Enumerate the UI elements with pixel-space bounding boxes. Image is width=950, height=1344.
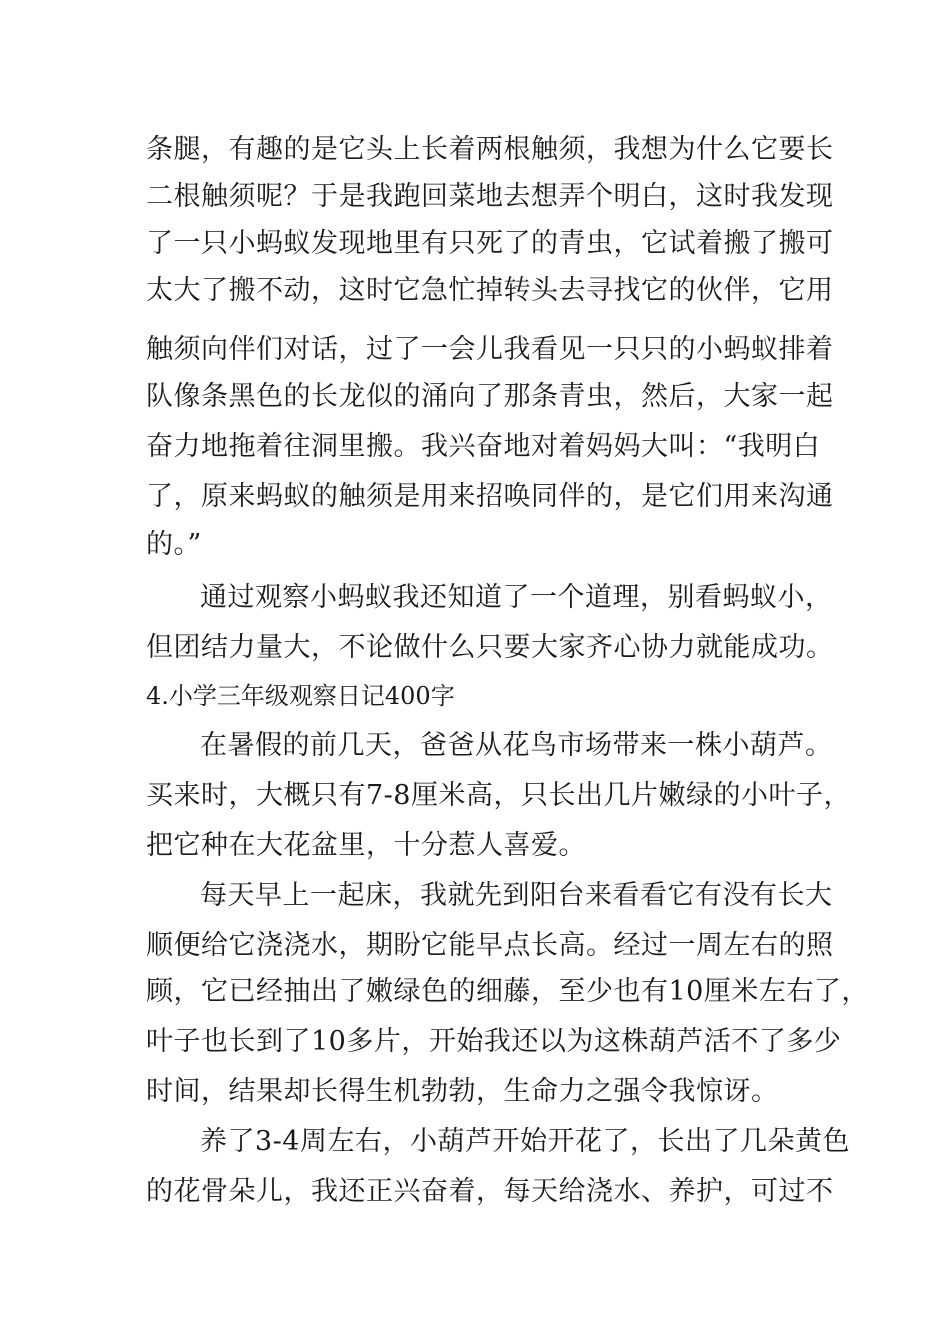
text-line: 顺便给它浇浇水，期盼它能早点长高。经过一周左右的照 [146,930,834,961]
section-heading: 4.小学三年级观察日记400字 [146,682,455,710]
text-line: 把它种在大花盆里，十分惹人喜爱。 [146,830,586,861]
paragraph-first-line: 每天早上一起床，我就先到阳台来看看它有没有长大 [200,880,833,911]
text-line: 队像条黑色的长龙似的涌向了那条青虫，然后，大家一起 [146,381,834,412]
text-line: 二根触须呢？于是我跑回菜地去想弄个明白，这时我发现 [146,181,834,212]
paragraph-first-line: 通过观察小蚂蚁我还知道了一个道理，别看蚂蚁小， [200,582,833,613]
text-line: 太大了搬不动，这时它急忙掉转头去寻找它的伙伴，它用 [146,275,834,306]
text-line: 叶子也长到了10多片，开始我还以为这株葫芦活不了多少 [146,1026,842,1057]
text-line: 的。” [146,529,202,560]
paragraph-first-line: 养了3-4周左右，小葫芦开始开花了，长出了几朵黄色 [200,1126,850,1157]
text-line: 但团结力量大，不论做什么只要大家齐心协力就能成功。 [146,632,834,663]
text-line: 奋力地拖着往洞里搬。我兴奋地对着妈妈大叫：“我明白 [146,431,821,462]
text-line: 条腿，有趣的是它头上长着两根触须，我想为什么它要长 [146,134,834,165]
text-line: 的花骨朵儿，我还正兴奋着，每天给浇水、养护，可过不 [146,1176,834,1207]
text-line: 了，原来蚂蚁的触须是用来招唤同伴的，是它们用来沟通 [146,481,834,512]
text-line: 了一只小蚂蚁发现地里有只死了的青虫，它试着搬了搬可 [146,228,834,259]
text-line: 买来时，大概只有7-8厘米高，只长出几片嫩绿的小叶子， [146,780,851,811]
text-line: 时间，结果却长得生机勃勃，生命力之强令我惊讶。 [146,1076,779,1107]
paragraph-first-line: 在暑假的前几天，爸爸从花鸟市场带来一株小葫芦。 [200,730,833,761]
text-line: 顾，它已经抽出了嫩绿色的细藤，至少也有10厘米左右了， [146,976,869,1007]
text-line: 触须向伴们对话，过了一会儿我看见一只只的小蚂蚁排着 [146,334,834,365]
